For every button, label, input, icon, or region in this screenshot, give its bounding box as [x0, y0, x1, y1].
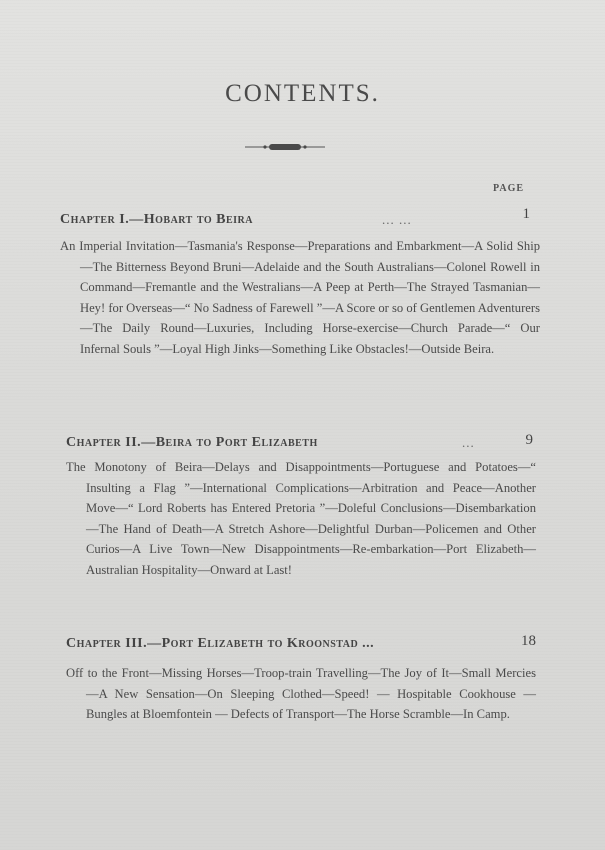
- chapter-1-title: —Hobart to Beira: [129, 212, 253, 227]
- chapter-2-leader: ...: [462, 435, 475, 450]
- ornament-divider-icon: [245, 141, 325, 153]
- chapter-1-label: Chapter I.: [60, 212, 130, 227]
- chapter-1-page: 1: [522, 206, 530, 222]
- chapter-1-heading: [60, 212, 253, 228]
- chapter-3-title: —Port Elizabeth to Kroonstad ...: [147, 636, 375, 651]
- chapter-2-title: —Beira to Port Elizabeth: [141, 435, 318, 450]
- page-column-label: PAGE: [493, 183, 525, 194]
- chapter-2-page: 9: [525, 432, 533, 448]
- chapter-1-summary: An Imperial Invitation—Tasmania's Response—Preparations and Embarkment—A Solid Ship—The Bitterness Beyond Bruni—Adelaide and the South Australians—Colonel Rowell in Command—Fremantle and the Westralians—A Peep at Perth—The Strayed Tasmanian—Hey! for Overseas—“ No Sadness of Farewell ”—A Score or so of Gentlemen Adventurers—The Daily Round—Luxuries, Including Horse-exercise—Church Parade—“ Our Infernal Souls ”—Loyal High Jinks—Something Like Obstacles!—Outside Beira.: [60, 239, 540, 356]
- chapter-3-page: 18: [521, 633, 536, 649]
- contents-heading: CONTENTS.: [225, 80, 380, 107]
- chapter-2-heading: [66, 435, 318, 451]
- chapter-2-summary: The Monotony of Beira—Delays and Disappointments—Portuguese and Potatoes—“ Insulting a Flag ”—International Complications—Arbitration and Peace—Another Move—“ Lord Roberts has Entered Pretoria ”—Doleful Conclusions—Disembarkation—The Hand of Death—A Stretch Ashore—Delightful Durban—Policemen and Other Curios—A Live Town—New Disappointments—Re-embarkation—Port Elizabeth—Australian Hospitality—Onward at Last!: [66, 460, 536, 577]
- chapter-3-label: Chapter III.: [66, 636, 148, 651]
- chapter-2-label: Chapter II.: [66, 435, 142, 450]
- chapter-1-leader: ... ...: [382, 212, 412, 227]
- chapter-3-heading: [66, 636, 374, 652]
- chapter-3-summary: Off to the Front—Missing Horses—Troop-train Travelling—The Joy of It—Small Mercies—A New Sensation—On Sleeping Clothed—Speed! — Hospitable Cookhouse — Bungles at Bloemfontein — Defects of Transport—The Horse Scramble—In Camp.: [66, 666, 536, 721]
